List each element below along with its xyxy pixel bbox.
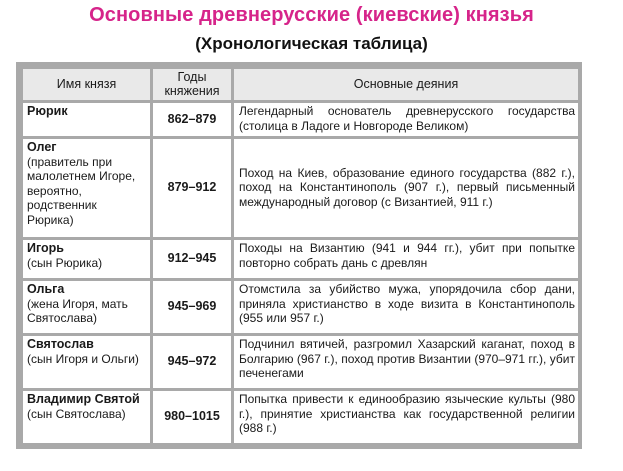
table-row <box>23 391 578 443</box>
cell-name <box>23 139 150 237</box>
prince-note: (сын Святослава) <box>27 406 126 421</box>
cell-years: 945–969 <box>153 281 231 333</box>
prince-name: Ольга <box>27 282 65 296</box>
cell-deeds: Легендарный основатель древнерусского государства (столица в Ладоге и Новгороде Великом) <box>234 103 578 136</box>
prince-note: (жена Игоря, мать Святослава) <box>27 296 128 325</box>
header-years: Годы княжения <box>153 69 231 100</box>
prince-note: (сын Игоря и Ольги) <box>27 351 139 366</box>
prince-note: (сын Рюрика) <box>27 255 103 270</box>
prince-note: (правитель при малолетнем Игоре, вероятно, родственник Рюрика) <box>27 154 136 227</box>
cell-deeds: Попытка привести к единообразию языческие культы (980 г.), принятие христианства как государственной религии (988 г.) <box>234 391 578 443</box>
table-row <box>23 240 578 278</box>
cell-deeds: Подчинил вятичей, разгромил Хазарский каганат, поход в Болгарию (967 г.), поход против Византии (970–971 гг.), убит печенегами <box>234 336 578 388</box>
page-subtitle: (Хронологическая таблица) <box>195 34 428 53</box>
prince-name: Рюрик <box>27 104 68 118</box>
cell-years: 980–1015 <box>153 391 231 443</box>
cell-deeds: Поход на Киев, образование единого государства (882 г.), поход на Константинополь (907 г.), первый письменный международный договор (с Византией, 911 г.) <box>234 139 578 237</box>
cell-years: 879–912 <box>153 139 231 237</box>
cell-deeds: Отомстила за убийство мужа, упорядочила сбор дани, приняла христианство в ходе визита в Константинополь (955 или 957 г.) <box>234 281 578 333</box>
cell-years: 945–972 <box>153 336 231 388</box>
table-frame <box>16 62 582 449</box>
header-deeds: Основные деяния <box>234 69 578 100</box>
prince-name: Владимир Святой <box>27 392 140 406</box>
header-name: Имя князя <box>23 69 150 100</box>
cell-years: 862–879 <box>153 103 231 136</box>
cell-name <box>23 240 150 278</box>
table-row <box>23 103 578 136</box>
cell-name <box>23 336 150 388</box>
prince-name: Святослав <box>27 337 94 351</box>
cell-name <box>23 103 150 136</box>
prince-name: Олег <box>27 140 57 154</box>
table-row <box>23 281 578 333</box>
cell-deeds: Походы на Византию (941 и 944 гг.), убит при попытке повторно собрать дань с древлян <box>234 240 578 278</box>
cell-name <box>23 281 150 333</box>
princes-table <box>20 66 581 446</box>
cell-name <box>23 391 150 443</box>
table-row <box>23 336 578 388</box>
prince-name: Игорь <box>27 241 64 255</box>
page-title: Основные древнерусские (киевские) князья <box>89 4 534 26</box>
cell-years: 912–945 <box>153 240 231 278</box>
table-row <box>23 139 578 237</box>
table-header-row <box>23 69 578 100</box>
